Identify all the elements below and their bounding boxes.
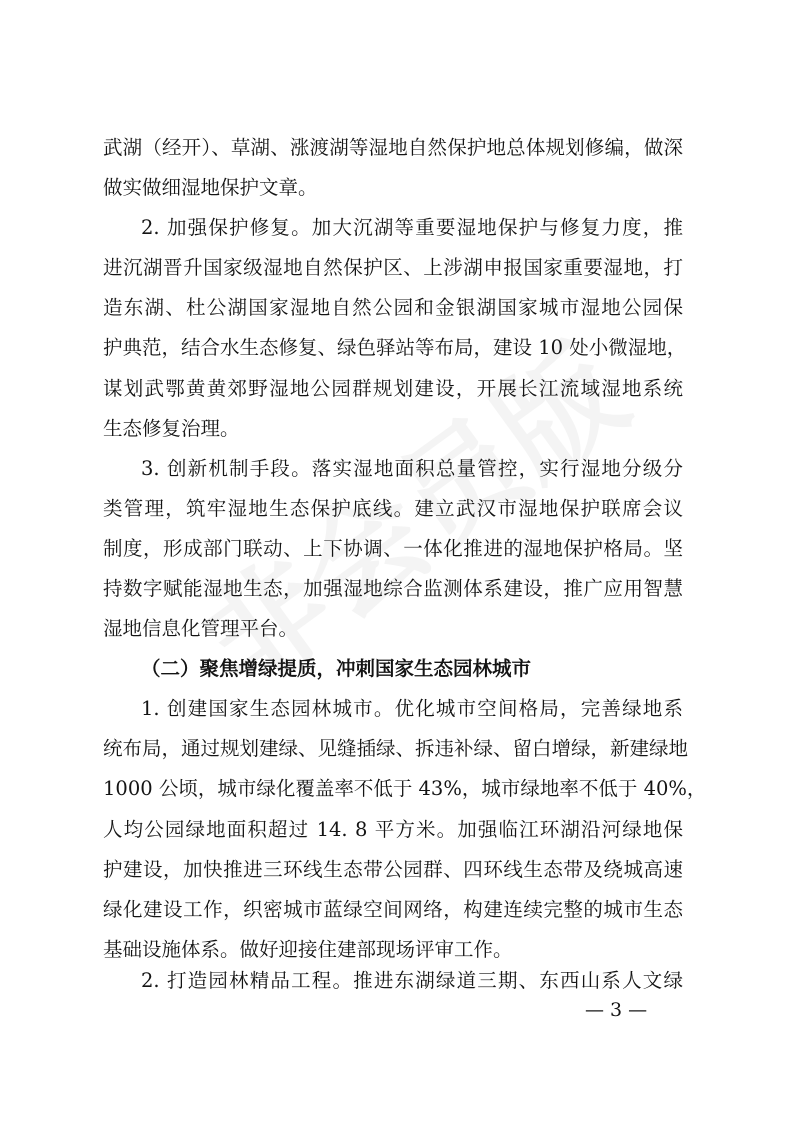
text-line: 2. 加强保护修复。加大沉湖等重要湿地保护与修复力度，推 (141, 216, 683, 239)
text-line: 造东湖、杜公湖国家湿地自然公园和金银湖国家城市湿地公园保 (103, 296, 683, 319)
text-line: 护建设，加快推进三环线生态带公园群、四环线生态带及绕城高速 (103, 858, 683, 881)
text-line: 护典范，结合水生态修复、绿色驿站等布局，建设 10 处小微湿地， (103, 336, 687, 359)
text-line: 类管理，筑牢湿地生态保护底线。建立武汉市湿地保护联席会议 (103, 497, 683, 520)
text-line: 3. 创新机制手段。落实湿地面积总量管控，实行湿地分级分 (141, 457, 683, 480)
text-line: 做实做细湿地保护文章。 (103, 176, 318, 199)
text-line: 人均公园绿地面积超过 14. 8 平方米。加强临江环湖沿河绿地保 (103, 818, 683, 841)
text-line: 绿化建设工作，织密城市蓝绿空间网络，构建连续完整的城市生态 (103, 898, 683, 921)
text-line: 湿地信息化管理平台。 (103, 617, 299, 640)
text-line: 基础设施体系。做好迎接住建部现场评审工作。 (103, 938, 513, 961)
text-line: 1000 公顷，城市绿化覆盖率不低于 43%，城市绿地率不低于 40%， (103, 777, 707, 800)
section-heading: （二）聚焦增绿提质，冲刺国家生态园林城市 (141, 657, 532, 680)
text-line: 生态修复治理。 (103, 417, 240, 440)
text-line: 制度，形成部门联动、上下协调、一体化推进的湿地保护格局。坚 (103, 537, 683, 560)
text-line: 1. 创建国家生态园林城市。优化城市空间格局，完善绿地系 (141, 697, 683, 720)
text-line: 谋划武鄂黄黄郊野湿地公园群规划建设，开展长江流域湿地系统 (103, 377, 683, 400)
text-line: 进沉湖晋升国家级湿地自然保护区、上涉湖申报国家重要湿地，打 (103, 256, 683, 279)
page-number: — 3 — (585, 999, 648, 1021)
text-line: 统布局，通过规划建绿、见缝插绿、拆违补绿、留白增绿，新建绿地 (103, 737, 689, 760)
text-line: 持数字赋能湿地生态，加强湿地综合监测体系建设，推广应用智慧 (103, 577, 683, 600)
text-line: 2. 打造园林精品工程。推进东湖绿道三期、东西山系人文绿 (141, 969, 683, 992)
text-line: 武湖（经开）、草湖、涨渡湖等湿地自然保护地总体规划修编，做深 (103, 136, 683, 159)
